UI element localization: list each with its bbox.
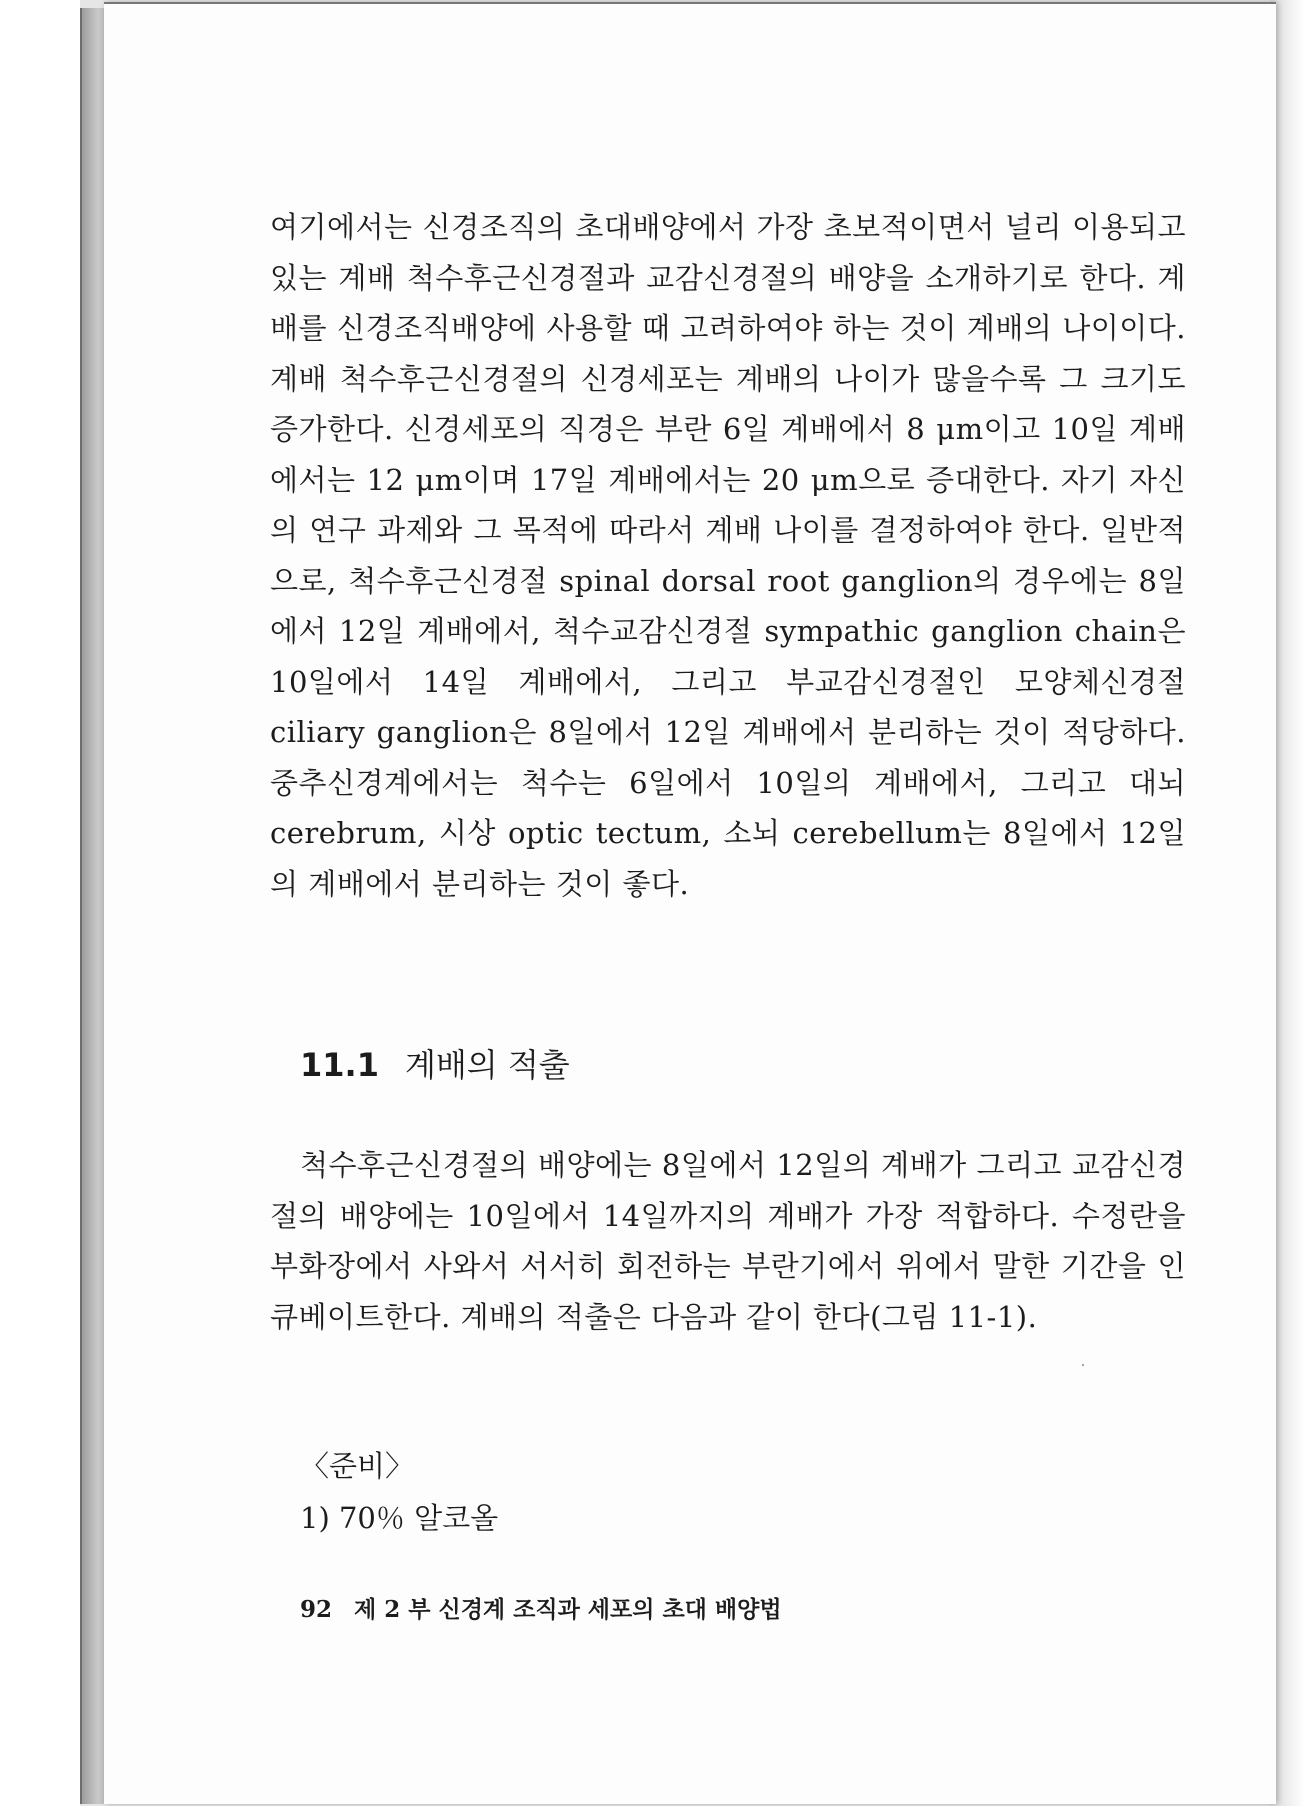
body-paragraph-extraction: 척수후근신경절의 배양에는 8일에서 12일의 계배가 그리고 교감신경절의 배양에는 10일에서 14일까지의 계배가 가장 적합하다. 수정란을 부화장에서 사와서 서서히 회전하는 부란기에서 위에서 말한 기간을 인큐베이트한다. 계배의 적출은 다음과 같이 한다(그림 11-1). xyxy=(270,1148,1186,1334)
page-footer xyxy=(300,1591,782,1624)
section-number: 11.1 xyxy=(300,1046,379,1084)
print-speck xyxy=(1082,1364,1084,1366)
section-title: 계배의 적출 xyxy=(404,1046,570,1084)
page-number: 92 xyxy=(300,1596,333,1623)
body-paragraph-intro: 여기에서는 신경조직의 초대배양에서 가장 초보적이면서 널리 이용되고 있는 계배 척수후근신경절과 교감신경절의 배양을 소개하기로 한다. 계배를 신경조직배양에 사용할 때 고려하여야 하는 것이 계배의 나이이다. 계배 척수후근신경절의 신경세포는 계배의 나이가 많을수록 그 크기도 증가한다. 신경세포의 직경은 부란 6일 계배에서 8 μm이고 10일 계배에서는 12 μm이며 17일 계배에서는 20 μm으로 증대한다. 자기 자신의 연구 과제와 그 목적에 따라서 계배 나이를 결정하여야 한다. 일반적으로, 척수후근신경절 spinal dorsal root ganglion의 경우에는 8일에서 12일 계배에서, 척수교감신경절 sympathic ganglion chain은 10일에서 14일 계배에서, 그리고 부교감신경절인 모양체신경절 ciliary ganglion은 8일에서 12일 계배에서 분리하는 것이 적당하다. 중추신경계에서는 척수는 6일에서 10일의 계배에서, 그리고 대뇌 cerebrum, 시상 optic tectum, 소뇌 cerebellum는 8일에서 12일의 계배에서 분리하는 것이 좋다. xyxy=(270,210,1186,901)
preparation-list xyxy=(300,1440,498,1544)
preparation-heading: 〈준비〉 xyxy=(300,1449,415,1483)
section-heading xyxy=(300,1040,570,1086)
book-page xyxy=(104,2,1276,1804)
preparation-item: 1) 70％ 알코올 xyxy=(300,1501,499,1535)
running-title: 제 2 부 신경계 조직과 세포의 초대 배양법 xyxy=(354,1596,782,1623)
